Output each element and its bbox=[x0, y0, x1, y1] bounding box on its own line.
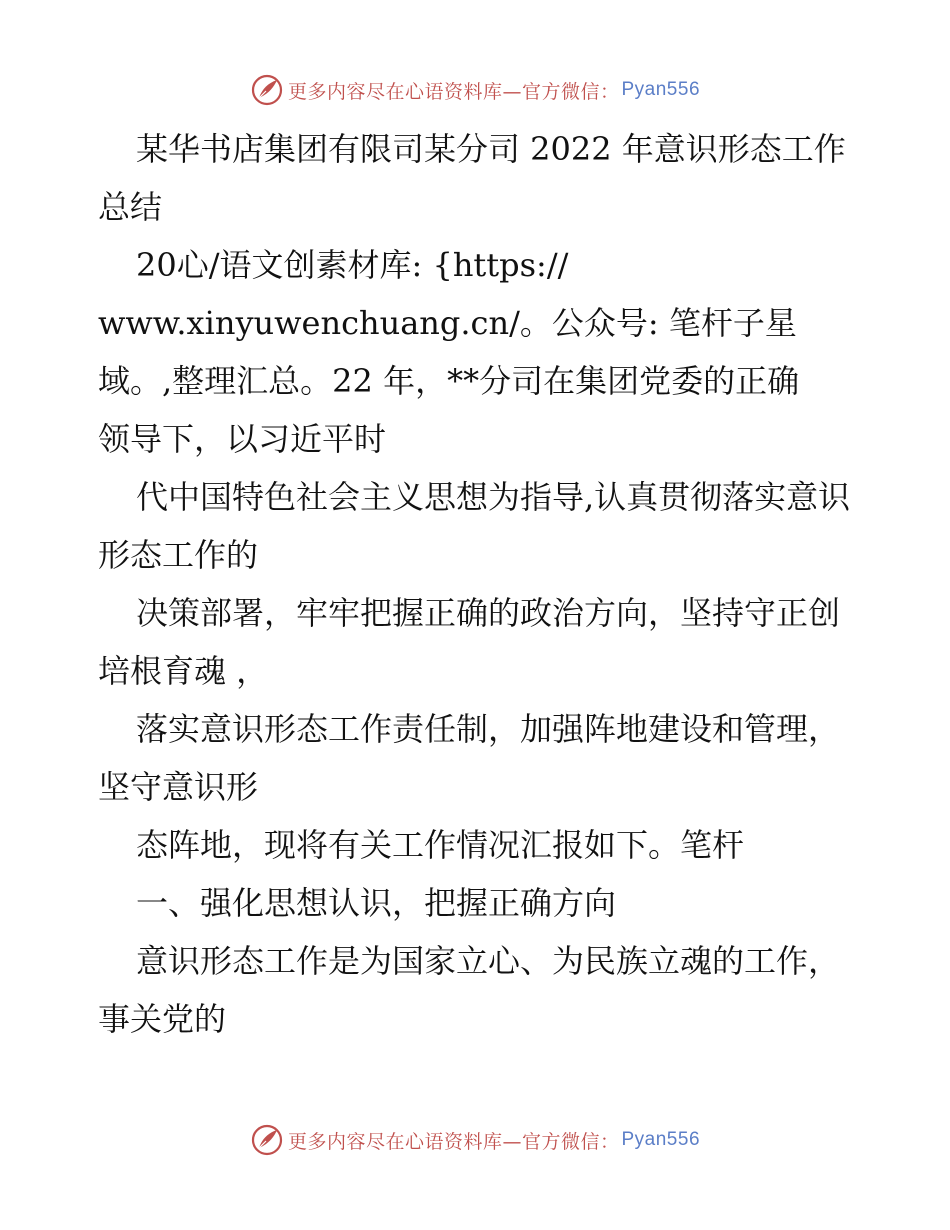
document-title: 某华书店集团有限司某分司 2022 年意识形态工作总结 bbox=[98, 130, 846, 226]
paragraph: 态阵地，现将有关工作情况汇报如下。笔杆 bbox=[136, 826, 745, 864]
document-body bbox=[98, 120, 858, 1048]
paragraph: 决策部署，牢牢把握正确的政治方向，坚持守正创培根育魂 ， bbox=[98, 594, 841, 690]
paragraph: 落实意识形态工作责任制，加强阵地建设和管理，坚守意识形 bbox=[98, 710, 841, 806]
header-banner bbox=[0, 70, 950, 110]
paragraph: 代中国特色社会主义思想为指导,认真贯彻落实意识形态工作的 bbox=[98, 478, 851, 574]
paragraph: www.xinyuwenchuang.cn/。公众号: 笔杆子星域。,整理汇总。22 年，**分司在集团党委的正确领导下，以习近平时 bbox=[98, 304, 800, 458]
footer-banner-text: 更多内容尽在心语资料库—官方微信： bbox=[287, 1130, 620, 1153]
paragraph: 意识形态工作是为国家立心、为民族立魂的工作，事关党的 bbox=[98, 942, 841, 1038]
paragraph: 20心/语文创素材库: {https:// bbox=[136, 246, 569, 284]
header-wechat-id: Pyan556 bbox=[621, 79, 701, 100]
footer-banner bbox=[0, 1120, 950, 1160]
header-banner-text: 更多内容尽在心语资料库—官方微信： bbox=[287, 80, 620, 103]
feather-pen-logo-icon bbox=[250, 1123, 284, 1157]
section-heading: 一、强化思想认识，把握正确方向 bbox=[136, 884, 617, 922]
footer-wechat-id: Pyan556 bbox=[621, 1129, 701, 1150]
feather-pen-logo-icon bbox=[250, 73, 284, 107]
